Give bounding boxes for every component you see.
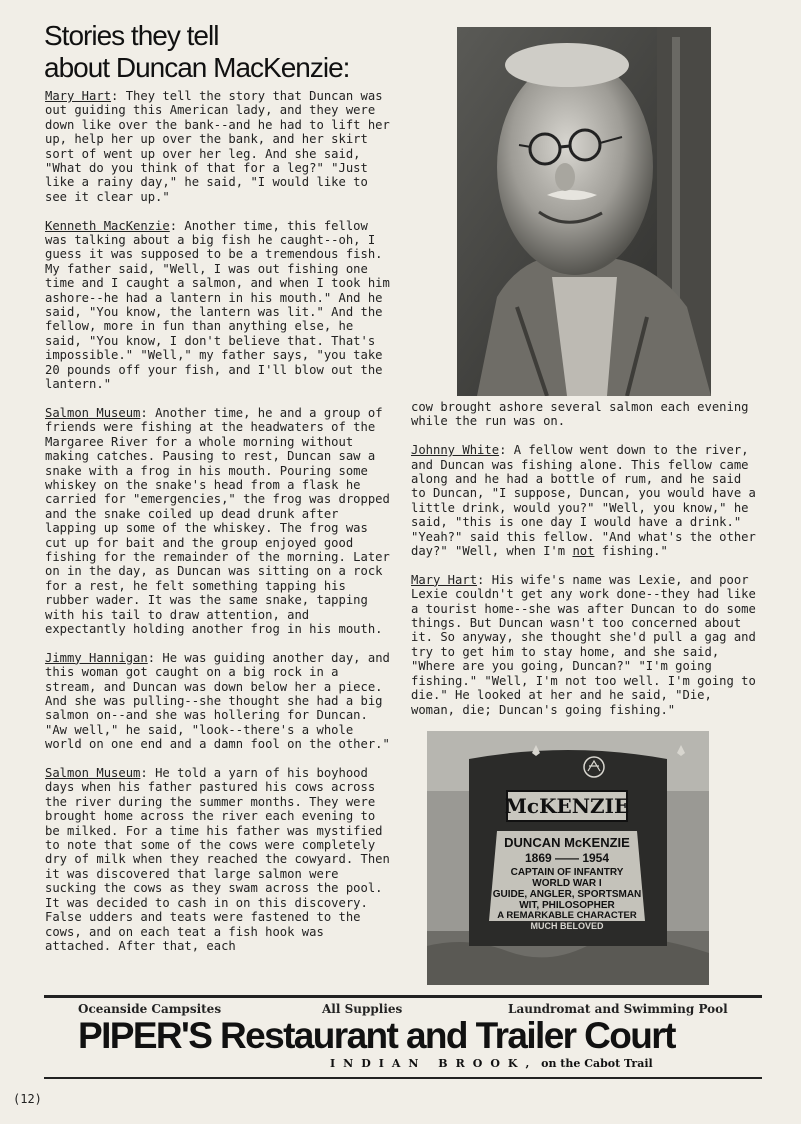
story-paragraph <box>411 573 761 717</box>
right-column <box>411 400 761 731</box>
story-paragraph <box>45 766 395 953</box>
ad-tag-supplies: All Supplies <box>322 1002 403 1016</box>
gravestone-surname: McKENZIE <box>504 794 630 818</box>
story-paragraph <box>45 651 395 752</box>
gravestone-line: A REMARKABLE CHARACTER <box>497 910 637 921</box>
speaker-name: Salmon Museum <box>45 766 141 781</box>
story-paragraph <box>45 89 395 204</box>
title-line-2: about Duncan MacKenzie: <box>44 52 350 83</box>
gravestone-photo <box>427 731 709 985</box>
gravestone-line: MUCH BELOVED <box>530 921 604 931</box>
ad-location <box>330 1057 653 1070</box>
speaker-name: Salmon Museum <box>45 405 141 420</box>
ad-bottom-rule <box>44 1077 762 1079</box>
speaker-name: Mary Hart <box>45 89 112 103</box>
gravestone-line: GUIDE, ANGLER, SPORTSMAN <box>492 889 642 900</box>
story-paragraph <box>45 219 395 392</box>
duncan-portrait-photo <box>457 27 711 396</box>
ad-top-rule <box>44 995 762 998</box>
story-text: : A fellow went down to the river, and Duncan was fishing alone. This fellow came along and he had a bottle of rum, and he said to Duncan, "I suppose, Duncan, you would have a little drink, would you?" "Well, you know," he said, "this is one day I would have a drink." "Yeah?" said this fellow. "And what's the other day?" "Well, when I'm <box>411 443 756 559</box>
portrait-image <box>457 27 711 396</box>
speaker-name: Mary Hart <box>411 572 478 587</box>
ad-business-name: PIPER'S Restaurant and Trailer Court <box>78 1015 675 1056</box>
gravestone-line: CAPTAIN OF INFANTRY <box>510 867 624 878</box>
story-continuation: cow brought ashore several salmon each evening while the run was on. <box>411 400 749 429</box>
speaker-name: Jimmy Hannigan <box>45 650 148 665</box>
gravestone-name: DUNCAN McKENZIE <box>504 835 630 850</box>
article-title <box>44 20 424 84</box>
story-text: : He was guiding another day, and this woman got caught on a big rock in a stream, and Duncan was down below her a piece. And she was pulling--she thought she had a big salmon on--and she was hollering for Duncan. "Aw well," he said, "look--there's a whole world on one end and a damn fool on the other." <box>45 650 390 752</box>
story-text: : They tell the story that Duncan was out guiding this American lady, and they were down like over the bank--and he had to lift her up, help her up over the bank, and her skirt sort of went up over her leg. And she said, "What do you think of that for a leg?" "Just like a rainy day," he said, "I would like to see it clear up." <box>45 89 390 204</box>
ad-location-town: INDIAN BROOK, <box>330 1057 538 1070</box>
title-line-1: Stories they tell <box>44 20 219 51</box>
ad-location-trail: on the Cabot Trail <box>537 1057 653 1070</box>
ad-tag-campsites: Oceanside Campsites <box>78 1002 222 1016</box>
speaker-name: Johnny White <box>411 443 500 458</box>
story-paragraph <box>411 443 761 558</box>
gravestone-line: WORLD WAR I <box>532 878 602 889</box>
story-text: : He told a yarn of his boyhood days when his father pastured his cows across the river during the summer months. They were brought home across the river each evening to be milked. For a time his father was mystified to note that some of the cows were completely dry of milk when they reached the cowyard. Then it was discovered that large salmon were sucking the cows as they swam across the pool. It was decided to cash in on this discovery. False udders and teats were fastened to the cows, and on each teat a fish hook was attached. After that, each <box>45 766 390 953</box>
story-text: : His wife's name was Lexie, and poor Lexie couldn't get any work done--they had like a tourist home--she was after Duncan to do some things. But Duncan wasn't too concerned about it. So anyway, she thought she'd pull a gag and try to get him to stay home, and she said, "Where are you going, Duncan?" "I'm going fishing." "Well, I'm not too well. I'm going to die." He looked at her and he said, "Die, woman, die; Duncan's going fishing." <box>411 572 756 717</box>
gravestone-image <box>427 731 709 985</box>
speaker-name: Kenneth MacKenzie <box>45 218 170 233</box>
story-text: : Another time, he and a group of friends were fishing at the headwaters of the Margaree River for a whole morning without making catches. Pausing to rest, Duncan saw a snake with a frog in his mouth. Pouring some whiskey on the snake's head from a flask he carried for "emergencies," the frog was dropped and the snake coiled up dead drunk after lapping up some of the whiskey. The frog was cut up for bait and the group enjoyed good fishing for the remainder of the morning. Later on in the day, as Duncan was sitting on a rock for a rest, he felt something tapping his rubber wader. It was the same snake, tapping with his tail to draw attention, and expectantly holding another frog in his mouth. <box>45 405 390 636</box>
ad-tag-laundromat: Laundromat and Swimming Pool <box>508 1002 728 1016</box>
story-paragraph <box>45 406 395 637</box>
page-number: (12) <box>13 1092 42 1106</box>
gravestone-line: WIT, PHILOSOPHER <box>519 900 615 911</box>
left-column <box>45 89 395 968</box>
story-text: : Another time, this fellow was talking about a big fish he caught--oh, I guess it was supposed to be a tremendous fish. My father said, "Well, I was out fishing one time and I caught a salmon, and when I took him ashore--he had a lantern in his mouth." And he said, "You know, the lantern was lit." And the fellow, more in fun than anything else, he said, "You know, I don't believe that. That's impossible." "Well," my father says, "you take 20 pounds off your fish, and I'll blow out the lantern." <box>45 218 390 392</box>
story-text: fishing." <box>594 544 668 559</box>
gravestone-dates: 1869 —— 1954 <box>524 851 610 865</box>
story-emphasis: not <box>572 544 595 559</box>
